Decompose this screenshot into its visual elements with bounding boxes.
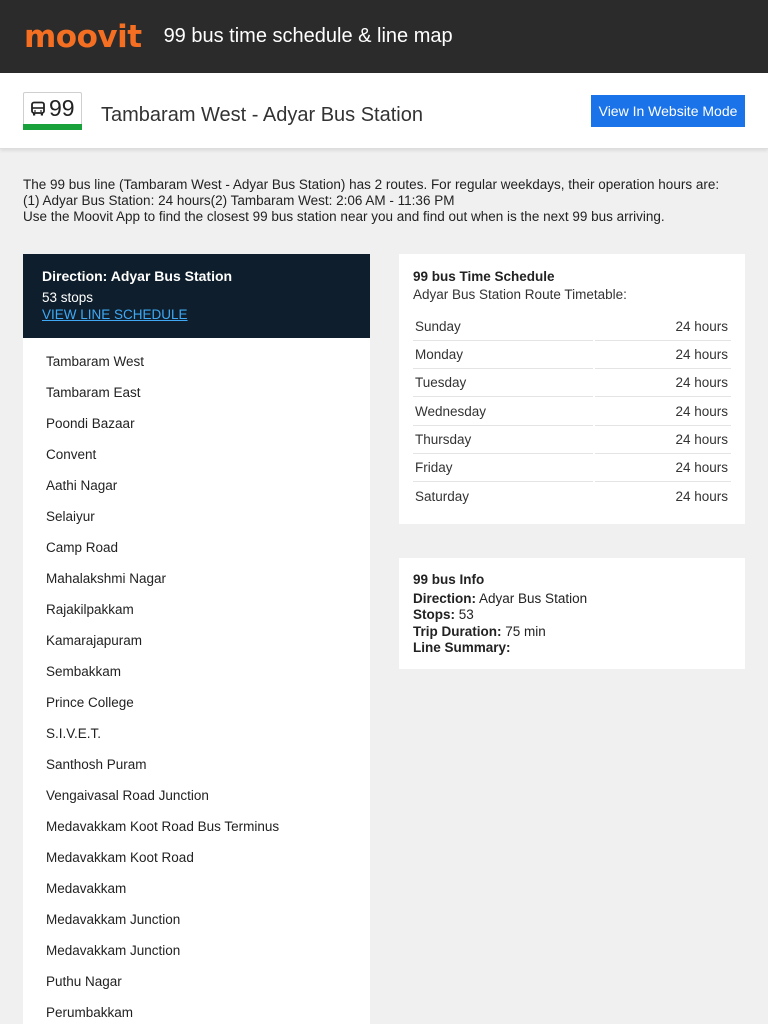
stop-item[interactable]: Tambaram East	[46, 385, 141, 400]
row-divider	[595, 368, 731, 369]
row-divider	[595, 396, 731, 397]
info-duration-label: Trip Duration:	[413, 624, 502, 639]
info-duration	[413, 624, 546, 639]
schedule-hours: 24 hours	[675, 404, 728, 419]
row-divider	[595, 481, 731, 482]
info-duration-value: 75 min	[505, 624, 546, 639]
intro-line-1: The 99 bus line (Tambaram West - Adyar Bus Station) has 2 routes. For regular weekdays, their operation hours are:	[23, 177, 720, 192]
direction-header	[23, 254, 370, 338]
stop-item[interactable]: Medavakkam Koot Road Bus Terminus	[46, 819, 280, 834]
stop-item[interactable]: Mahalakshmi Nagar	[46, 571, 167, 586]
row-divider	[413, 425, 593, 426]
schedule-day: Friday	[415, 460, 453, 475]
schedule-day: Thursday	[415, 432, 472, 447]
stop-item[interactable]: Puthu Nagar	[46, 974, 122, 989]
schedule-hours: 24 hours	[675, 347, 728, 362]
bus-info-card	[399, 558, 745, 669]
schedule-subtitle: Adyar Bus Station Route Timetable:	[413, 287, 627, 302]
stop-item[interactable]: Medavakkam Junction	[46, 912, 181, 927]
info-title: 99 bus Info	[413, 572, 485, 587]
page-title: 99 bus time schedule & line map	[163, 25, 453, 47]
info-summary	[413, 640, 511, 655]
row-divider	[413, 481, 593, 482]
schedule-day: Tuesday	[415, 375, 467, 390]
intro-line-2: (1) Adyar Bus Station: 24 hours(2) Tambaram West: 2:06 AM - 11:36 PM	[23, 193, 455, 208]
info-stops-label: Stops:	[413, 607, 455, 622]
row-divider	[595, 340, 731, 341]
top-bar	[0, 0, 768, 73]
stop-item[interactable]: S.I.V.E.T.	[46, 726, 102, 741]
info-stops	[413, 607, 474, 622]
schedule-day: Sunday	[415, 319, 461, 334]
stop-item[interactable]: Vengaivasal Road Junction	[46, 788, 209, 803]
stops-count: 53 stops	[42, 290, 94, 305]
row-divider	[413, 340, 593, 341]
schedule-hours: 24 hours	[675, 489, 728, 504]
stop-item[interactable]: Convent	[46, 447, 97, 462]
intro-text	[23, 177, 747, 225]
schedule-title: 99 bus Time Schedule	[413, 269, 555, 284]
stop-item[interactable]: Medavakkam Koot Road	[46, 850, 194, 865]
schedule-hours: 24 hours	[675, 432, 728, 447]
stop-item[interactable]: Rajakilpakkam	[46, 602, 134, 617]
stop-item[interactable]: Medavakkam	[46, 881, 127, 896]
row-divider	[595, 425, 731, 426]
row-divider	[413, 453, 593, 454]
direction-title: Direction: Adyar Bus Station	[42, 268, 233, 284]
schedule-day: Monday	[415, 347, 464, 362]
schedule-day: Saturday	[415, 489, 470, 504]
stop-item[interactable]: Poondi Bazaar	[46, 416, 135, 431]
time-schedule-card	[399, 254, 745, 524]
view-line-schedule-link[interactable]: VIEW LINE SCHEDULE	[42, 307, 188, 322]
info-direction	[413, 591, 587, 606]
line-number: 99	[49, 95, 75, 121]
schedule-hours: 24 hours	[675, 319, 728, 334]
stop-item[interactable]: Aathi Nagar	[46, 478, 118, 493]
stop-item[interactable]: Prince College	[46, 695, 134, 710]
info-direction-label: Direction:	[413, 591, 477, 606]
stop-item[interactable]: Selaiyur	[46, 509, 95, 524]
schedule-hours: 24 hours	[675, 460, 728, 475]
stop-item[interactable]: Kamarajapuram	[46, 633, 143, 648]
row-divider	[413, 368, 593, 369]
row-divider	[595, 453, 731, 454]
info-summary-label: Line Summary:	[413, 640, 511, 655]
moovit-logo[interactable]: moovit	[24, 18, 142, 55]
info-stops-value: 53	[458, 607, 474, 622]
line-color-strip	[23, 124, 82, 130]
line-badge	[23, 92, 82, 130]
bus-icon	[30, 101, 46, 117]
row-divider	[413, 396, 593, 397]
info-direction-value: Adyar Bus Station	[479, 591, 588, 606]
stop-item[interactable]: Santhosh Puram	[46, 757, 147, 772]
stop-item[interactable]: Sembakkam	[46, 664, 122, 679]
stop-item[interactable]: Tambaram West	[46, 354, 145, 369]
route-title: Tambaram West - Adyar Bus Station	[101, 104, 423, 126]
view-website-mode-button[interactable]: View In Website Mode	[591, 95, 745, 127]
stop-item[interactable]: Medavakkam Junction	[46, 943, 181, 958]
intro-line-3: Use the Moovit App to find the closest 99 bus station near you and find out when is the next 99 bus arriving.	[23, 209, 665, 224]
stop-item[interactable]: Camp Road	[46, 540, 119, 555]
stops-list	[23, 338, 370, 1024]
schedule-day: Wednesday	[415, 404, 487, 419]
schedule-hours: 24 hours	[675, 375, 728, 390]
stop-item[interactable]: Perumbakkam	[46, 1005, 134, 1020]
